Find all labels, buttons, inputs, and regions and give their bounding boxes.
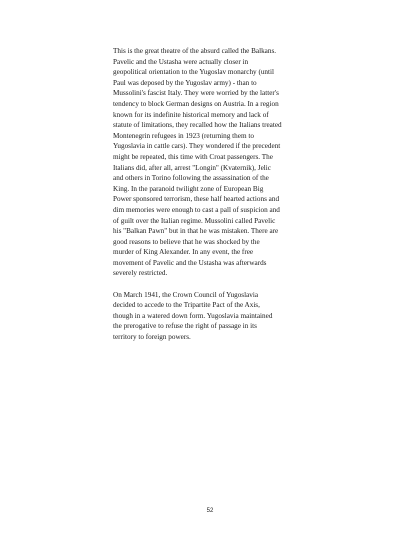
text-line: Montenegrin refugees in 1923 (returning them to <box>113 131 254 140</box>
text-line: Yugoslavia in cattle cars). They wondered if the precedent <box>113 142 281 151</box>
text-line: known for its indefinite historical memory and lack of <box>113 110 269 119</box>
text-line: geopolitical orientation to the Yugoslav monarchy (until <box>113 68 275 77</box>
text-line: Paul was deposed by the Yugoslav army) - than to <box>113 78 257 87</box>
text-line: Italians did, after all, arrest "Longin" (Kvaternik), Jelic <box>113 163 271 172</box>
text-line: his "Balkan Pawn" but in that he was mistaken. There are <box>113 227 279 236</box>
body-text <box>113 46 310 343</box>
text-line: might be repeated, this time with Croat passengers. The <box>113 152 273 161</box>
text-line: the prerogative to refuse the right of passage in its <box>113 322 257 331</box>
text-line: severely restricted. <box>113 269 168 278</box>
text-line: and others in Torino following the assassination of the <box>113 174 269 183</box>
text-line: murder of King Alexander. In any event, the free <box>113 248 254 257</box>
text-line: decided to accede to the Tripartite Pact of the Axis, <box>113 301 260 310</box>
text-line: statute of limitations, they recalled how the Italians treated <box>113 121 282 130</box>
text-line: Power sponsored terrorism, these half hearted actions and <box>113 195 280 204</box>
text-line: dim memories were enough to cast a pall of suspicion and <box>113 205 280 214</box>
text-line: On March 1941, the Crown Council of Yugoslavia <box>113 290 259 299</box>
text-line: King. In the paranoid twilight zone of European Big <box>113 184 264 193</box>
text-line: though in a watered down form. Yugoslavia maintained <box>113 311 273 320</box>
text-line: territory to foreign powers. <box>113 333 191 342</box>
text-line: good reasons to believe that he was shocked by the <box>113 237 260 246</box>
text-line: tendency to block German designs on Austria. In a region <box>113 99 279 108</box>
page-number: 52 <box>206 508 214 514</box>
paragraph-crown-council <box>113 290 310 343</box>
text-line: Mussolini's fascist Italy. They were worried by the latter's <box>113 89 279 98</box>
text-line: movement of Pavelic and the Ustasha was afterwards <box>113 258 267 267</box>
text-line: of guilt over the Italian regime. Mussolini called Pavelic <box>113 216 276 225</box>
text-line: This is the great theatre of the absurd called the Balkans. <box>113 47 277 55</box>
text-line: Pavelic and the Ustasha were actually closer in <box>113 57 249 66</box>
paragraph-balkans <box>113 46 310 279</box>
